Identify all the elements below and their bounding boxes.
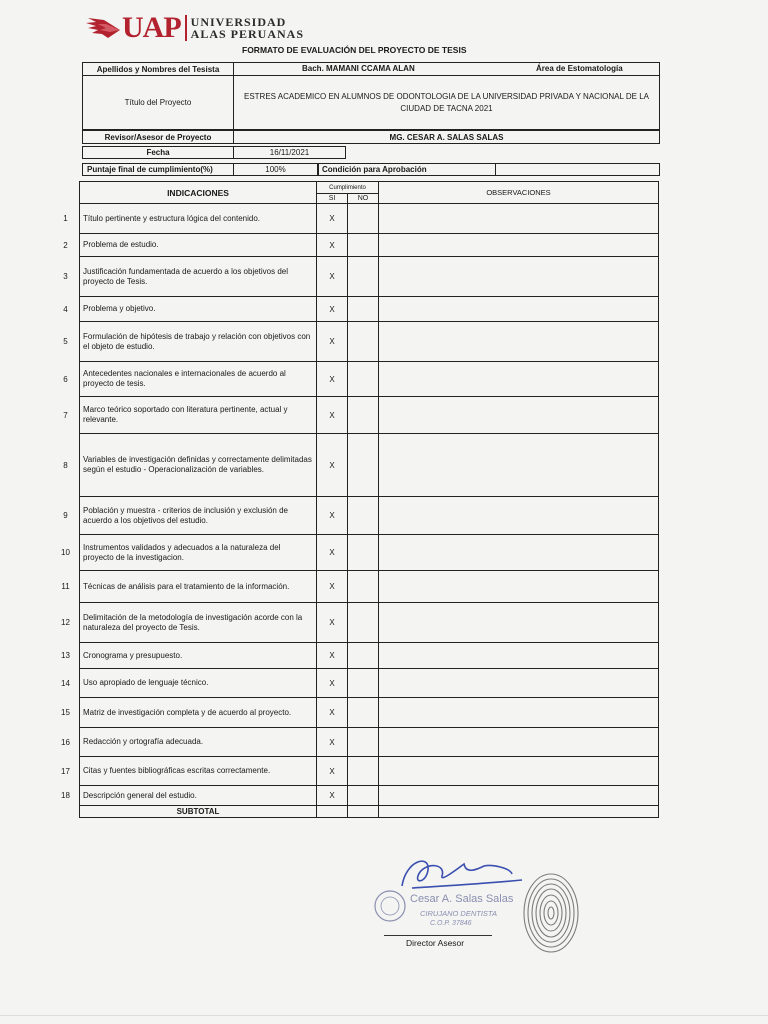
tesista-label: Apellidos y Nombres del Tesista: [82, 62, 234, 76]
row-si-mark: X: [317, 786, 348, 806]
table-row: [52, 434, 659, 497]
table-header-row: [52, 182, 659, 194]
row-indicacion: Problema y objetivo.: [80, 297, 317, 322]
row-si-mark: X: [317, 728, 348, 757]
row-no-mark: [348, 322, 379, 362]
row-si-mark: X: [317, 297, 348, 322]
row-si-mark: X: [317, 757, 348, 786]
table-row: [52, 497, 659, 535]
row-observacion: [379, 297, 659, 322]
stamp-cop: C.O.P. 37846: [430, 920, 472, 927]
row-number: 17: [52, 757, 80, 786]
row-no-mark: [348, 786, 379, 806]
stamp-name: Cesar A. Salas Salas: [410, 893, 514, 905]
table-row: [52, 234, 659, 257]
row-indicacion: Citas y fuentes bibliográficas escritas correctamente.: [80, 757, 317, 786]
row-no-mark: [348, 397, 379, 434]
row-observacion: [379, 257, 659, 297]
stamp-title: CIRUJANO DENTISTA: [420, 909, 497, 918]
row-observacion: [379, 322, 659, 362]
row-no-mark: [348, 571, 379, 603]
row-number: 15: [52, 698, 80, 728]
row-indicacion: Justificación fundamentada de acuerdo a los objetivos del proyecto de Tesis.: [80, 257, 317, 297]
row-si-mark: X: [317, 322, 348, 362]
revisor-label: Revisor/Asesor de Proyecto: [82, 130, 234, 144]
row-number: 8: [52, 434, 80, 497]
row-observacion: [379, 397, 659, 434]
row-si-mark: X: [317, 643, 348, 669]
row-si-mark: X: [317, 234, 348, 257]
logo-line-1: UNIVERSIDAD: [190, 15, 287, 29]
row-si-mark: X: [317, 434, 348, 497]
row-observacion: [379, 434, 659, 497]
revisor-value: MG. CESAR A. SALAS SALAS: [233, 130, 660, 144]
table-row: [52, 571, 659, 603]
row-number: 1: [52, 204, 80, 234]
row-si-mark: X: [317, 497, 348, 535]
fecha-label: Fecha: [82, 146, 234, 159]
subtotal-row: [52, 806, 659, 818]
row-indicacion: Antecedentes nacionales e internacionales de acuerdo al proyecto de tesis.: [80, 362, 317, 397]
row-observacion: [379, 698, 659, 728]
row-si-mark: X: [317, 204, 348, 234]
row-no-mark: [348, 234, 379, 257]
row-number: 11: [52, 571, 80, 603]
row-indicacion: Marco teórico soportado con literatura pertinente, actual y relevante.: [80, 397, 317, 434]
row-observacion: [379, 204, 659, 234]
document-title: FORMATO DE EVALUACIÓN DEL PROYECTO DE TESIS: [242, 45, 467, 55]
row-indicacion: Delimitación de la metodología de investigación acorde con la naturaleza del proyecto de Tesis.: [80, 603, 317, 643]
row-no-mark: [348, 434, 379, 497]
row-no-mark: [348, 535, 379, 571]
signature-stamp: [372, 850, 532, 940]
row-observacion: [379, 535, 659, 571]
row-observacion: [379, 669, 659, 698]
table-row: [52, 257, 659, 297]
row-number: 5: [52, 322, 80, 362]
row-indicacion: Población y muestra - criterios de inclusión y exclusión de acuerdo a los objetivos del estudio.: [80, 497, 317, 535]
row-indicacion: Formulación de hipótesis de trabajo y relación con objetivos con el objeto de estudio.: [80, 322, 317, 362]
subtotal-label: SUBTOTAL: [80, 806, 317, 818]
row-observacion: [379, 603, 659, 643]
logo-university-name: [191, 16, 304, 40]
table-row: [52, 669, 659, 698]
row-no-mark: [348, 257, 379, 297]
row-indicacion: Problema de estudio.: [80, 234, 317, 257]
fecha-value: 16/11/2021: [233, 146, 346, 159]
logo-line-2: ALAS PERUANAS: [190, 27, 305, 41]
wings-logo-icon: [84, 16, 120, 40]
row-indicacion: Matriz de investigación completa y de acuerdo al proyecto.: [80, 698, 317, 728]
condicion-value: [495, 163, 660, 176]
row-indicacion: Técnicas de análisis para el tratamiento de la información.: [80, 571, 317, 603]
row-observacion: [379, 497, 659, 535]
signature-label: Director Asesor: [406, 938, 465, 948]
fingerprint-icon: [522, 872, 580, 954]
area-value: Área de Estomatología: [536, 64, 623, 73]
header-cumplimiento: Cumplimiento: [317, 182, 379, 194]
row-number: 10: [52, 535, 80, 571]
table-row: [52, 297, 659, 322]
row-number: 13: [52, 643, 80, 669]
row-si-mark: X: [317, 535, 348, 571]
puntaje-label: Puntaje final de cumplimiento(%): [82, 163, 234, 176]
uap-logo: [84, 13, 304, 43]
row-si-mark: X: [317, 669, 348, 698]
row-si-mark: X: [317, 257, 348, 297]
row-observacion: [379, 757, 659, 786]
tesista-value-cell: [233, 62, 660, 76]
row-number: 4: [52, 297, 80, 322]
row-no-mark: [348, 297, 379, 322]
row-indicacion: Descripción general del estudio.: [80, 786, 317, 806]
table-row: [52, 757, 659, 786]
row-no-mark: [348, 204, 379, 234]
row-observacion: [379, 643, 659, 669]
row-observacion: [379, 728, 659, 757]
row-indicacion: Uso apropiado de lenguaje técnico.: [80, 669, 317, 698]
row-observacion: [379, 571, 659, 603]
titulo-label: Título del Proyecto: [82, 75, 234, 130]
evaluation-table: [52, 181, 659, 818]
puntaje-value: 100%: [233, 163, 318, 176]
row-number: 9: [52, 497, 80, 535]
scan-edge: [0, 1015, 768, 1016]
row-number: 12: [52, 603, 80, 643]
row-si-mark: X: [317, 571, 348, 603]
row-no-mark: [348, 669, 379, 698]
row-number: 7: [52, 397, 80, 434]
row-no-mark: [348, 497, 379, 535]
header-indicaciones: INDICACIONES: [80, 182, 317, 204]
table-row: [52, 322, 659, 362]
table-row: [52, 698, 659, 728]
row-observacion: [379, 234, 659, 257]
row-si-mark: X: [317, 603, 348, 643]
logo-divider: [185, 15, 187, 41]
row-number: 16: [52, 728, 80, 757]
row-si-mark: X: [317, 698, 348, 728]
row-number: 6: [52, 362, 80, 397]
row-no-mark: [348, 603, 379, 643]
table-row: [52, 603, 659, 643]
header-si: SI: [317, 194, 348, 204]
row-number: 14: [52, 669, 80, 698]
table-row: [52, 728, 659, 757]
row-si-mark: X: [317, 362, 348, 397]
row-indicacion: Variables de investigación definidas y correctamente delimitadas según el estudio - Operacionalización de variables.: [80, 434, 317, 497]
table-row: [52, 362, 659, 397]
header-no: NO: [348, 194, 379, 204]
row-indicacion: Redacción y ortografía adecuada.: [80, 728, 317, 757]
row-no-mark: [348, 362, 379, 397]
row-observacion: [379, 362, 659, 397]
row-no-mark: [348, 643, 379, 669]
tesista-value: Bach. MAMANI CCAMA ALAN: [302, 64, 415, 73]
row-no-mark: [348, 698, 379, 728]
table-row: [52, 786, 659, 806]
row-indicacion: Cronograma y presupuesto.: [80, 643, 317, 669]
table-row: [52, 643, 659, 669]
condicion-label: Condición para Aprobación: [318, 163, 496, 176]
table-row: [52, 204, 659, 234]
row-no-mark: [348, 728, 379, 757]
logo-uap-text: UAP: [122, 11, 181, 44]
row-observacion: [379, 786, 659, 806]
row-indicacion: Título pertinente y estructura lógica del contenido.: [80, 204, 317, 234]
signature-line: [384, 935, 492, 936]
row-number: 3: [52, 257, 80, 297]
row-indicacion: Instrumentos validados y adecuados a la naturaleza del proyecto de la investigacion.: [80, 535, 317, 571]
header-observaciones: OBSERVACIONES: [379, 182, 659, 204]
row-si-mark: X: [317, 397, 348, 434]
row-number: 18: [52, 786, 80, 806]
titulo-value: ESTRES ACADEMICO EN ALUMNOS DE ODONTOLOGIA DE LA UNIVERSIDAD PRIVADA Y NACIONAL DE LA CIUDAD DE TACNA 2021: [233, 75, 660, 130]
table-row: [52, 535, 659, 571]
table-row: [52, 397, 659, 434]
row-number: 2: [52, 234, 80, 257]
row-no-mark: [348, 757, 379, 786]
